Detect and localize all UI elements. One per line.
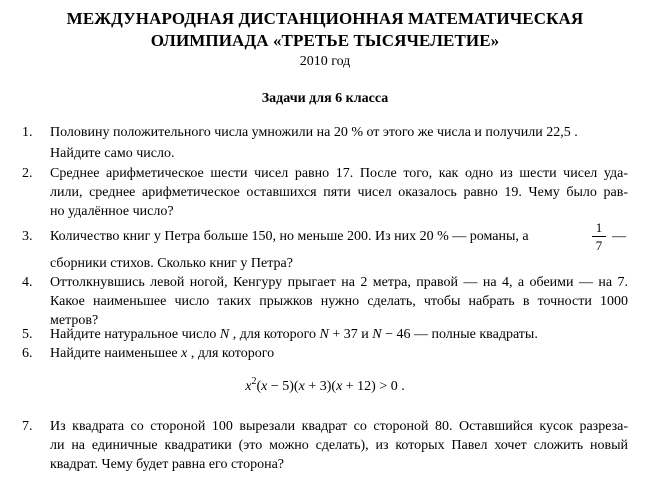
problem-5-text-before: Найдите натуральное число	[50, 327, 220, 342]
problem-4-line-1: Оттолкнувшись левой ногой, Кенгуру прыгает на 2 метра, правой — на 4, а обеими — на 7.	[50, 275, 628, 290]
formula-part4: + 12) > 0 .	[342, 379, 405, 394]
problem-6-text-before: Найдите наименьшее	[50, 346, 182, 361]
problem-7-line-3: квадрат. Чему будет равна его сторона?	[50, 457, 285, 472]
problem-4-line-2: Какое наименьшее число таких прыжков нужно сделать, чтобы набрать в точности 1000	[50, 294, 628, 309]
problem-3-line-1: Количество книг у Петра больше 150, но меньше 200. Из них 20 % — романы, а	[50, 229, 529, 244]
problem-5-line	[50, 327, 628, 343]
problem-3-dash: —	[612, 229, 626, 244]
problem-6-number: 6.	[22, 346, 33, 361]
problem-7-number: 7.	[22, 419, 33, 434]
expr2-rest: − 46 — полные квадраты.	[381, 327, 538, 342]
formula-x3: x	[336, 379, 343, 394]
problem-3-line-2: сборники стихов. Сколько книг у Петра?	[50, 256, 293, 271]
problem-1-line-1: Половину положительного числа умножили на 20 % от этого же числа и получили 22,5 .	[50, 125, 578, 140]
problem-7-line-1: Из квадрата со стороной 100 вырезали квадрат со стороной 80. Оставшийся кусок разреза-	[50, 419, 628, 434]
problem-2-line-1: Среднее арифметическое шести чисел равно 17. После того, как одно из шести чисел уда-	[50, 166, 628, 181]
problem-6-line	[50, 346, 628, 362]
title-line-2: ОЛИМПИАДА «ТРЕТЬЕ ТЫСЯЧЕЛЕТИЕ»	[150, 31, 500, 50]
expr1-rest: + 37 и	[328, 327, 373, 342]
formula-part3: + 3)(	[304, 379, 337, 394]
fraction-denominator: 7	[595, 238, 603, 253]
problem-2-line-2: лили, среднее арифметическое оставшихся пяти чисел оказалось равно 19. Чему было рав-	[50, 185, 628, 200]
problem-4-line-3: метров?	[50, 313, 99, 328]
problem-1-number: 1.	[22, 125, 33, 140]
problem-1-line-2: Найдите само число.	[50, 146, 175, 161]
year: 2010 год	[299, 54, 351, 69]
inequality-formula	[0, 378, 650, 396]
var-n: N	[219, 327, 230, 342]
problem-3-number: 3.	[22, 229, 33, 244]
problem-4-number: 4.	[22, 275, 33, 290]
formula-part2: − 5)(	[267, 379, 299, 394]
formula-x1: x	[261, 379, 268, 394]
problem-6-text-after: , для которого	[187, 346, 275, 361]
formula-x2: x	[298, 379, 305, 394]
expr1-var-n: N	[319, 327, 329, 342]
problem-5-number: 5.	[22, 327, 33, 342]
problem-5-text-mid: , для которого	[229, 327, 320, 342]
fraction-one-seventh	[592, 220, 606, 253]
fraction-numerator: 1	[595, 220, 603, 235]
formula-x: x	[245, 379, 252, 394]
expr2-var-n: N	[372, 327, 382, 342]
problem-2-line-3: но удалённое число?	[50, 204, 174, 219]
formula-part1: (	[256, 379, 262, 394]
title-line-1: МЕЖДУНАРОДНАЯ ДИСТАНЦИОННАЯ МАТЕМАТИЧЕСКАЯ	[66, 9, 584, 28]
var-x: x	[181, 346, 188, 361]
problem-2-number: 2.	[22, 166, 33, 181]
fraction-bar	[592, 236, 606, 237]
problem-7-line-2: ли на единичные квадратики (это можно сделать), из которых Павел хочет сложить новый	[50, 438, 628, 453]
subtitle: Задачи для 6 класса	[261, 91, 389, 106]
formula-exponent: 2	[251, 376, 257, 387]
